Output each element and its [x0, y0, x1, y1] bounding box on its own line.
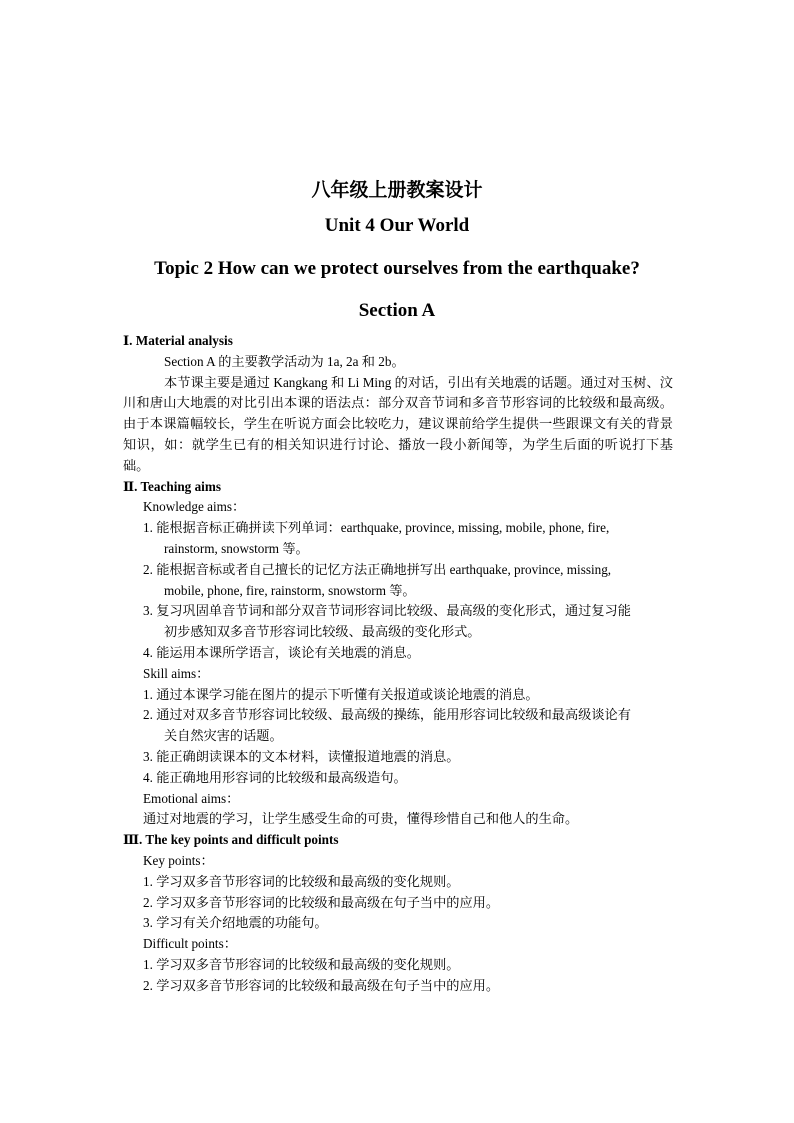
section-title: Section A [358, 300, 436, 321]
knowledge-aim-1: 1. 能根据音标正确拼读下列单词：earthquake, province, missing, mobile, phone, fire, [143, 520, 610, 536]
skill-aim-3: 3. 能正确朗读课本的文本材料，读懂报道地震的消息。 [143, 748, 460, 764]
unit-title: Unit 4 Our World [324, 215, 470, 236]
knowledge-aims-label: Knowledge aims： [143, 499, 246, 515]
skill-aim-4: 4. 能正确地用形容词的比较级和最高级造句。 [143, 769, 407, 785]
skill-aim-1: 1. 通过本课学习能在图片的提示下听懂有关报道或谈论地震的消息。 [143, 686, 539, 702]
key-point-1: 1. 学习双多音节形容词的比较级和最高级的变化规则。 [143, 873, 460, 889]
material-paragraph-2: 本节课主要是通过 Kangkang 和 Li Ming 的对话，引出有关地震的话题。通过对玉树、汶川和唐山大地震的对比引出本课的语法点：部分双音节词和多音节形容词的比较级和最高级。由于本课篇幅较长，学生在听说方面会比较吃力，建议课前给学生提供一些跟课文有关的背景知识，如：就学生已有的相关知识进行讨论、播放一段小新闻等，为学生后面的听说打下基础。 [123, 374, 673, 473]
topic-title: Topic 2 How can we protect ourselves from the earthquake? [154, 258, 640, 279]
skill-aims-label: Skill aims： [143, 665, 210, 681]
difficult-point-2: 2. 学习双多音节形容词的比较级和最高级在句子当中的应用。 [143, 977, 500, 993]
knowledge-aim-4: 4. 能运用本课所学语言，谈论有关地震的消息。 [143, 644, 420, 660]
skill-aim-2: 2. 通过对双多音节形容词比较级、最高级的操练，能用形容词比较级和最高级谈论有 [143, 707, 631, 723]
emotional-aim-1: 通过对地震的学习，让学生感受生命的可贵，懂得珍惜自己和他人的生命。 [143, 811, 579, 827]
document-body [123, 331, 673, 997]
aims-heading: Ⅱ. Teaching aims [123, 478, 221, 494]
emotional-aims-label: Emotional aims： [143, 790, 240, 806]
knowledge-aim-3-cont: 初步感知双多音节形容词比较级、最高级的变化形式。 [164, 624, 481, 640]
key-point-2: 2. 学习双多音节形容词的比较级和最高级在句子当中的应用。 [143, 894, 500, 910]
difficult-point-1: 1. 学习双多音节形容词的比较级和最高级的变化规则。 [143, 956, 460, 972]
knowledge-aim-2-cont: mobile, phone, fire, rainstorm, snowstorm 等。 [164, 582, 416, 598]
key-points-label: Key points： [143, 852, 214, 868]
key-point-3: 3. 学习有关介绍地震的功能句。 [143, 915, 328, 931]
document-title: 八年级上册教案设计 [311, 180, 483, 201]
points-heading: Ⅲ. The key points and difficult points [123, 832, 339, 848]
knowledge-aim-2: 2. 能根据音标或者自己擅长的记忆方法正确地拼写出 earthquake, province, missing, [143, 561, 612, 577]
knowledge-aim-3: 3. 复习巩固单音节词和部分双音节词形容词比较级、最高级的变化形式，通过复习能 [143, 603, 631, 619]
material-heading: Ⅰ. Material analysis [123, 333, 233, 348]
knowledge-aim-1-cont: rainstorm, snowstorm 等。 [164, 540, 309, 556]
skill-aim-2-cont: 关自然灾害的话题。 [164, 728, 283, 744]
material-paragraph-1: Section A 的主要教学活动为 1a, 2a 和 2b。 [164, 353, 405, 369]
difficult-points-label: Difficult points： [143, 936, 237, 952]
